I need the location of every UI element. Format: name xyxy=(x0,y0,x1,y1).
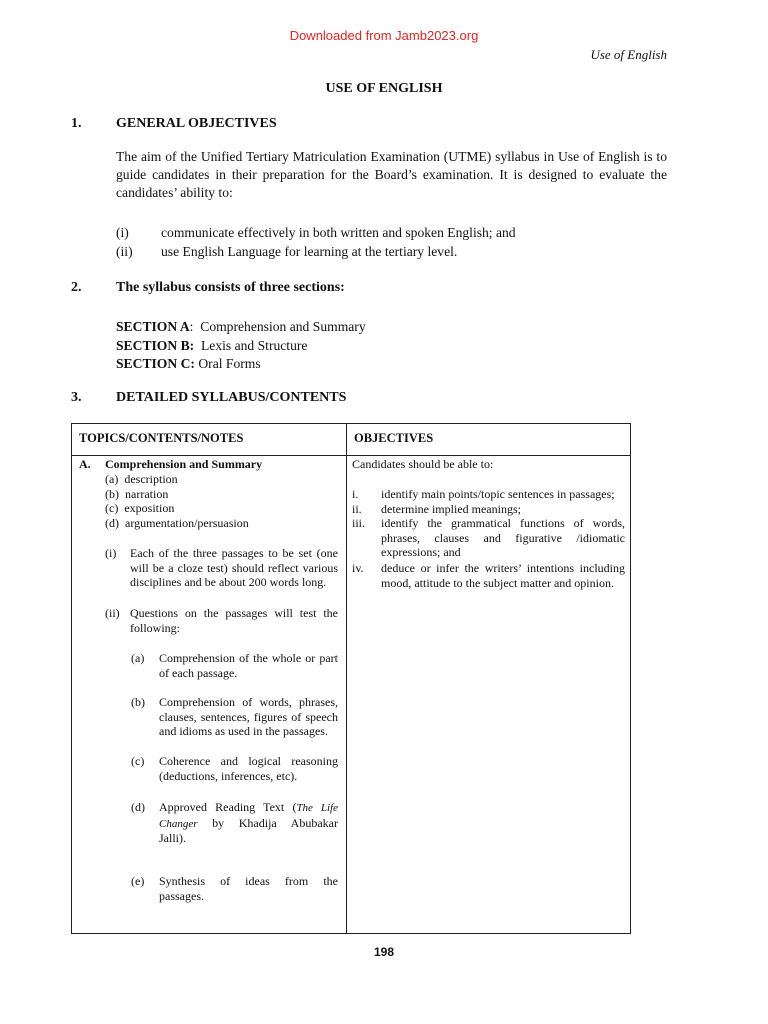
table-header-topics: TOPICS/CONTENTS/NOTES xyxy=(72,424,347,456)
section-text: Oral Forms xyxy=(198,356,261,371)
list-item-text: use English Language for learning at the tertiary level. xyxy=(161,244,458,259)
test-line: (deductions, inferences, etc). xyxy=(159,768,298,783)
test-line: Synthesis of ideas from the xyxy=(159,874,338,888)
objective-number: iv. xyxy=(352,561,364,575)
topic-letter: A. xyxy=(79,457,91,471)
objective-text xyxy=(381,487,625,502)
test-item-number: (b) xyxy=(131,695,145,709)
test-line: of each passage. xyxy=(159,665,238,680)
list-item-number: (c) xyxy=(105,501,119,516)
test-line: Comprehension of words, phrases, xyxy=(159,695,338,709)
list-item xyxy=(105,501,249,516)
objective-number: iii. xyxy=(352,516,366,530)
table-header-row xyxy=(72,424,631,456)
test-item-number: (e) xyxy=(131,874,145,888)
objective-line: identify main points/topic sentences in passages; xyxy=(381,487,615,501)
section-text: Comprehension and Summary xyxy=(200,319,366,334)
syllabus-table xyxy=(71,423,631,934)
table-row xyxy=(72,456,631,934)
section-2-heading: The syllabus consists of three sections: xyxy=(116,280,345,295)
test-item-text xyxy=(159,754,338,783)
watermark-link[interactable]: Downloaded from Jamb2023.org xyxy=(289,28,479,43)
objective-line: identify the grammatical functions of words, xyxy=(381,516,625,530)
list-item xyxy=(116,223,516,242)
section-label: SECTION C: xyxy=(116,356,195,371)
list-item-number: (d) xyxy=(105,515,119,530)
objective-text xyxy=(381,516,625,560)
objectives-intro: Candidates should be able to: xyxy=(352,457,494,471)
list-item xyxy=(116,242,516,261)
objective-line: phrases, clauses and figurative /idiomatic xyxy=(381,530,625,545)
test-line: Coherence and logical reasoning xyxy=(159,754,338,768)
test-line-text: Approved Reading Text ( xyxy=(159,800,297,814)
page-title: USE OF ENGLISH xyxy=(325,81,443,96)
section-3-heading: DETAILED SYLLABUS/CONTENTS xyxy=(116,390,347,405)
section-1-number: 1. xyxy=(71,116,82,131)
note-line: following: xyxy=(130,620,180,635)
list-item xyxy=(105,516,249,531)
table-header-objectives: OBJECTIVES xyxy=(347,424,631,456)
running-head: Use of English xyxy=(590,47,667,62)
note-ii-number: (ii) xyxy=(105,606,120,620)
list-item-number: (ii) xyxy=(116,244,133,259)
test-line xyxy=(159,800,338,816)
list-item-text: exposition xyxy=(124,501,175,516)
objectives-list xyxy=(116,223,516,261)
objectives-cell xyxy=(347,456,631,934)
list-item xyxy=(105,487,249,502)
section-line-c xyxy=(116,355,366,374)
note-line: will be a cloze test) should reflect various xyxy=(130,560,338,575)
section-text: Lexis and Structure xyxy=(200,337,308,353)
objective-text xyxy=(381,561,625,590)
note-line: Questions on the passages will test the xyxy=(130,606,338,620)
section-1-heading: GENERAL OBJECTIVES xyxy=(116,116,277,131)
section-label: SECTION B: xyxy=(116,337,195,353)
test-line xyxy=(159,816,338,832)
test-item-number: (a) xyxy=(131,651,145,665)
list-item-number: (a) xyxy=(105,472,119,486)
objective-line: mood, attitude to the subject matter and opinion. xyxy=(381,575,614,590)
test-line: passages. xyxy=(159,888,204,903)
list-item-text: argumentation/persuasion xyxy=(125,515,249,530)
list-item-number: (i) xyxy=(116,225,129,240)
page-number: 198 xyxy=(373,945,395,959)
note-line: Each of the three passages to be set (one xyxy=(130,546,338,560)
note-line: disciplines and be about 200 words long. xyxy=(130,575,327,590)
section-1-paragraph xyxy=(116,148,667,202)
objective-line: deduce or infer the writers’ intentions including xyxy=(381,561,625,575)
section-label: SECTION A xyxy=(116,319,190,334)
section-line-a xyxy=(116,318,366,337)
objective-number: i. xyxy=(352,487,359,501)
subtopic-list xyxy=(105,472,249,530)
section-3-number: 3. xyxy=(71,390,82,405)
paragraph-line: The aim of the Unified Tertiary Matriculation Examination (UTME) syllabus in Use of English is to xyxy=(116,149,667,164)
test-line: Comprehension of the whole or part xyxy=(159,651,338,665)
test-line: and idioms as used in the passages. xyxy=(159,724,328,739)
book-title: Changer xyxy=(159,817,198,830)
paragraph-line: guide candidates in their preparation for the Board’s examination. It is designed to evaluate the xyxy=(116,167,667,182)
list-item-number: (b) xyxy=(105,486,119,501)
test-item-number: (d) xyxy=(131,800,145,814)
section-line-b xyxy=(116,337,366,356)
section-2-number: 2. xyxy=(71,280,82,295)
topics-cell xyxy=(72,456,347,934)
test-item-text xyxy=(159,874,338,903)
test-line: clauses, sentences, figures of speech xyxy=(159,709,338,724)
list-item-text: narration xyxy=(125,486,169,501)
section-separator: : xyxy=(189,319,194,334)
objective-line: expressions; and xyxy=(381,545,461,560)
test-line-text: by Khadija Abubakar xyxy=(197,815,338,830)
objective-number: ii. xyxy=(352,502,362,516)
list-item-text: description xyxy=(124,472,178,486)
list-item xyxy=(105,472,249,487)
test-line: Jalli). xyxy=(159,831,186,846)
objective-text xyxy=(381,502,625,517)
test-item-text xyxy=(159,695,338,739)
test-item-text xyxy=(159,800,338,846)
topic-title: Comprehension and Summary xyxy=(105,457,263,471)
paragraph-line: candidates’ ability to: xyxy=(116,185,233,200)
test-item-number: (c) xyxy=(131,754,145,768)
note-i-text xyxy=(130,546,338,590)
sections-list xyxy=(116,318,366,374)
note-i-number: (i) xyxy=(105,546,117,560)
book-title: The Life xyxy=(296,802,338,814)
list-item-text: communicate effectively in both written and spoken English; and xyxy=(161,225,516,240)
note-ii-text xyxy=(130,606,338,635)
test-item-text xyxy=(159,651,338,680)
objective-line: determine implied meanings; xyxy=(381,502,521,516)
